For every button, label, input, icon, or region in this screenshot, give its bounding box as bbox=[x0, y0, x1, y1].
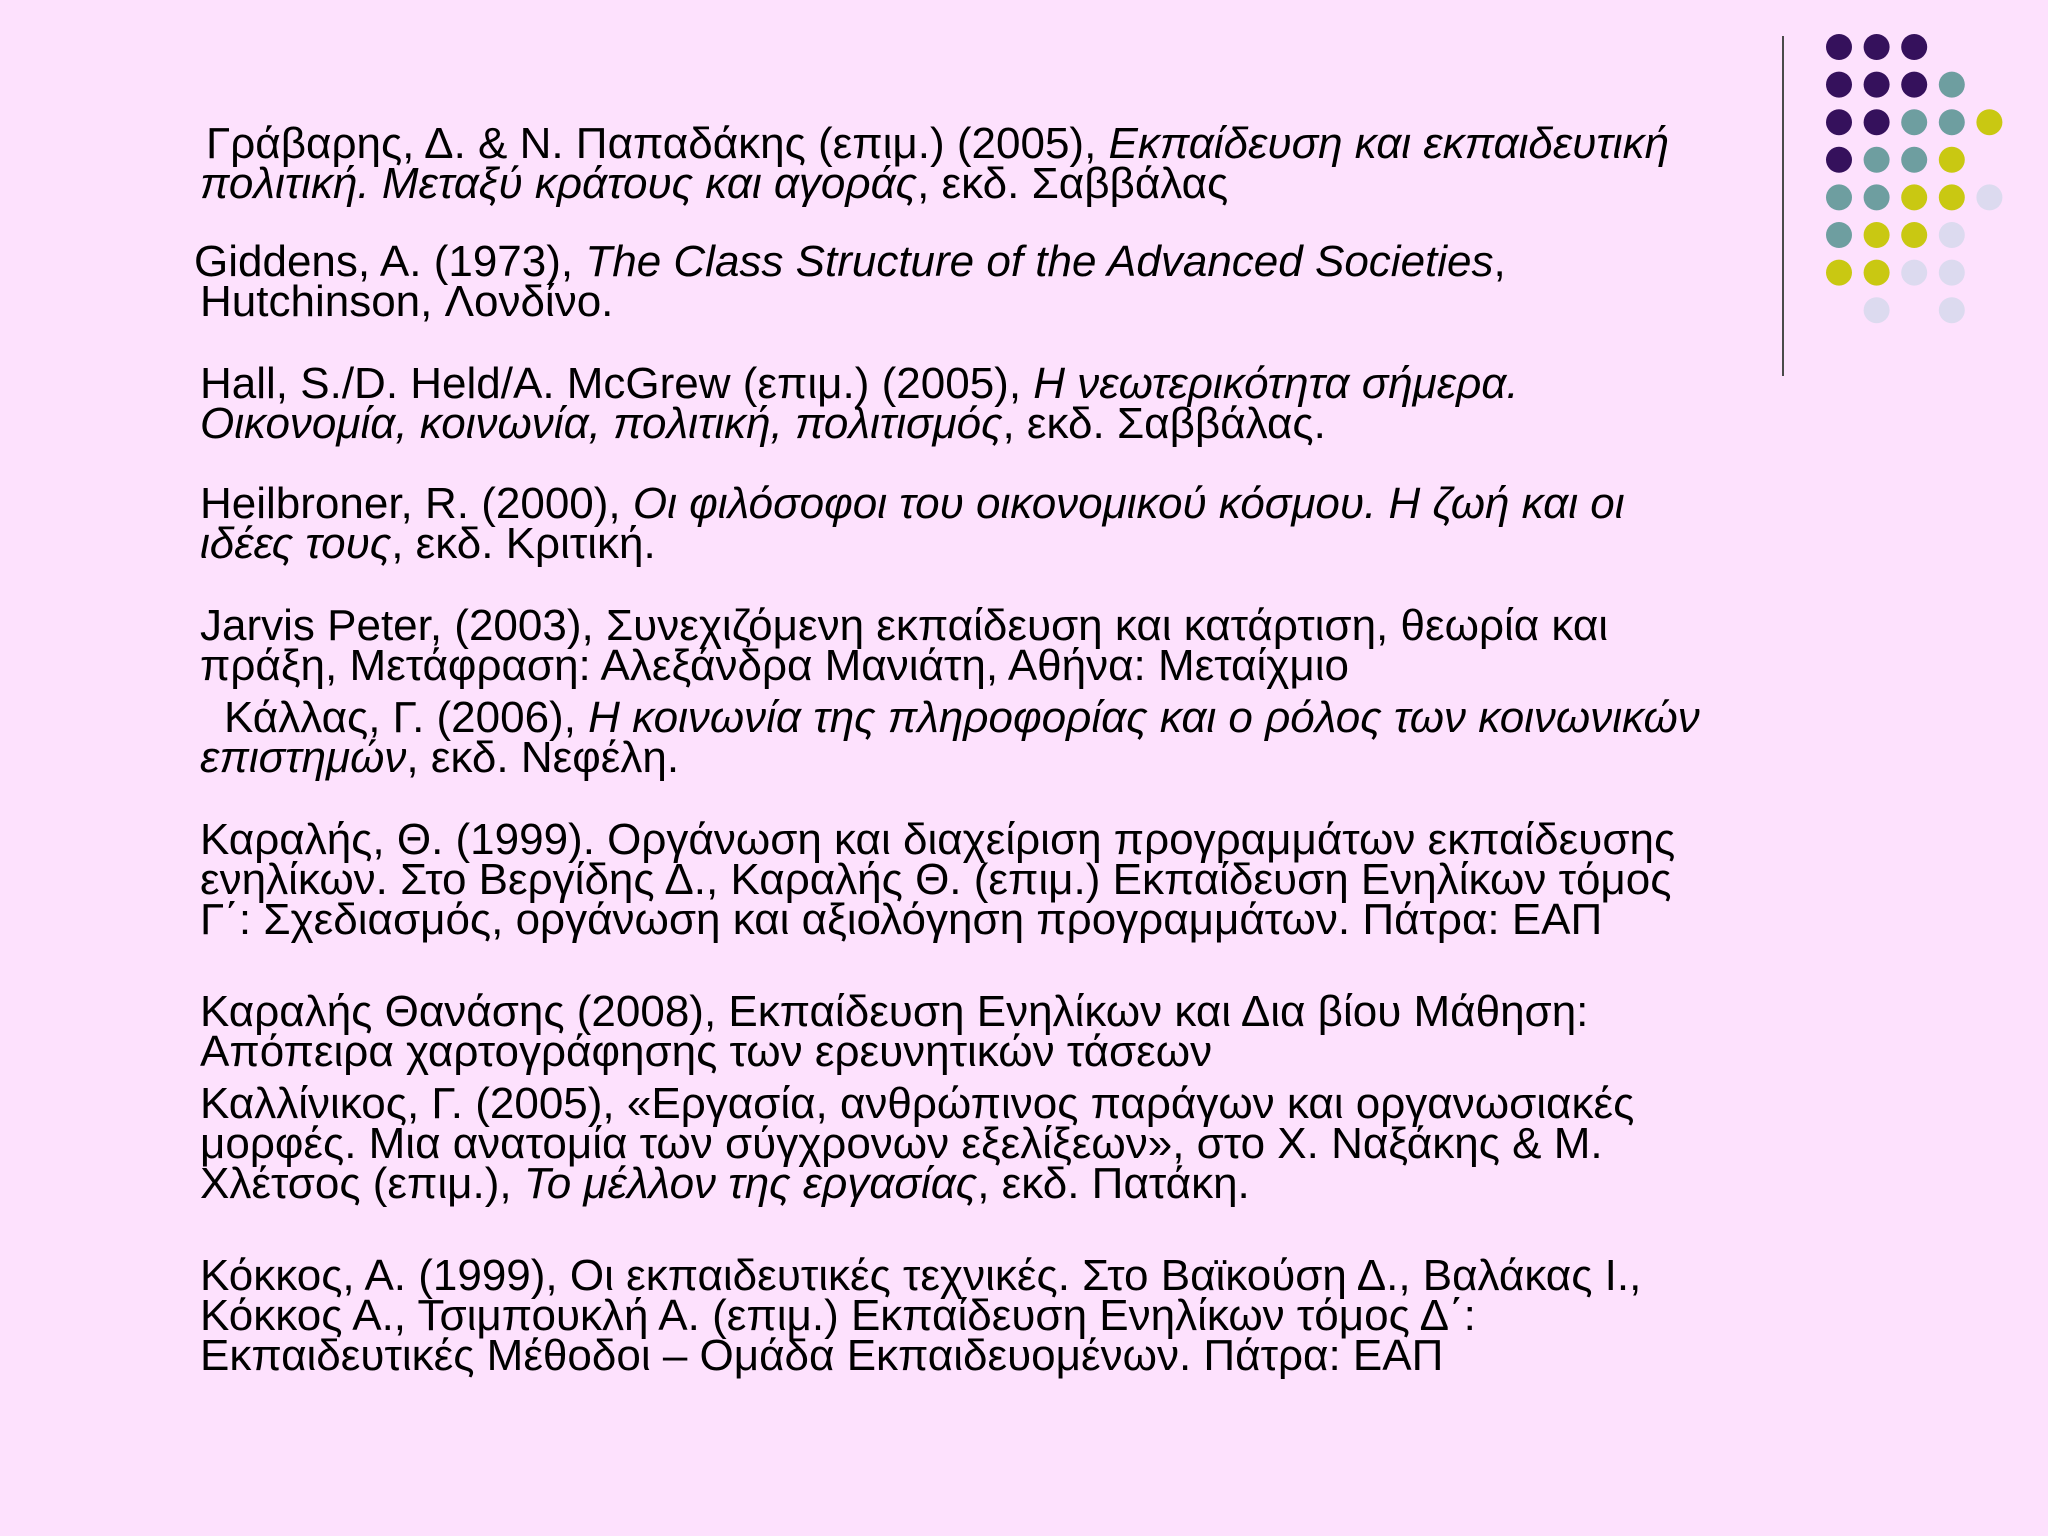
reference-kallinikos: Καλλίνικος, Γ. (2005), «Εργασία, ανθρώπινος παράγων και οργανωσιακές μορφές. Μια ανατομία των σύγχρονων εξελίξεων», στο Χ. Ναξάκης & Μ. Χλέτσος (επιμ.), Το μέλλον της εργασίας, εκδ. Πατάκη. bbox=[200, 1079, 1635, 1208]
decorative-dot bbox=[1864, 109, 1890, 135]
reference-giddens: Giddens, A. (1973), The Class Structure of the Advanced Societies, Hutchinson, Λονδίνο. bbox=[194, 237, 1506, 326]
reference-kallas: Κάλλας, Γ. (2006), Η κοινωνία της πληροφορίας και ο ρόλος των κοινωνικών επιστημών, εκδ. Νεφέλη. bbox=[200, 693, 1700, 782]
decorative-dot bbox=[1826, 260, 1852, 286]
reference-karalis-2008: Καραλής Θανάσης (2008), Εκπαίδευση Ενηλίκων και Δια βίου Μάθηση: Απόπειρα χαρτογράφησης των ερευνητικών τάσεων bbox=[200, 987, 1589, 1076]
reference-karalis-1999: Καραλής, Θ. (1999). Οργάνωση και διαχείριση προγραμμάτων εκπαίδευσης ενηλίκων. Στο Βεργίδης Δ., Καραλής Θ. (επιμ.) Εκπαίδευση Ενηλίκων τόμος Γ΄: Σχεδιασμός, οργάνωση και αξιολόγηση προγραμμάτων. Πάτρα: ΕΑΠ bbox=[200, 815, 1676, 944]
decorative-dot bbox=[1901, 109, 1927, 135]
reference-heilbroner: Heilbroner, R. (2000), Οι φιλόσοφοι του οικονομικού κόσμου. Η ζωή και οι ιδέες τους, εκδ. Κριτική. bbox=[200, 479, 1625, 568]
decorative-dot bbox=[1976, 109, 2002, 135]
decorative-dot bbox=[1939, 260, 1965, 286]
reference-gravaris: Γράβαρης, Δ. & Ν. Παπαδάκης (επιμ.) (2005), Εκπαίδευση και εκπαιδευτική πολιτική. Μεταξύ κράτους και αγοράς, εκδ. Σαββάλας bbox=[200, 119, 1669, 208]
decorative-dot bbox=[1901, 34, 1927, 60]
decorative-dot bbox=[1864, 222, 1890, 248]
divider-line bbox=[1782, 36, 1784, 376]
decorative-dot bbox=[1939, 109, 1965, 135]
decorative-dot bbox=[1864, 260, 1890, 286]
decorative-dot bbox=[1864, 184, 1890, 210]
decorative-dot bbox=[1901, 260, 1927, 286]
decorative-dot bbox=[1864, 34, 1890, 60]
decorative-dot bbox=[1939, 297, 1965, 323]
decorative-dot bbox=[1939, 222, 1965, 248]
decorative-dot bbox=[1939, 147, 1965, 173]
decorative-dot bbox=[1901, 72, 1927, 98]
decorative-dot bbox=[1826, 147, 1852, 173]
decorative-dot bbox=[1939, 72, 1965, 98]
decorative-dot bbox=[1976, 184, 2002, 210]
reference-jarvis: Jarvis Peter, (2003), Συνεχιζόμενη εκπαίδευση και κατάρτιση, θεωρία και πράξη, Μετάφραση: Αλεξάνδρα Μανιάτη, Αθήνα: Μεταίχμιο bbox=[200, 601, 1609, 690]
decorative-dot bbox=[1826, 72, 1852, 98]
decorative-dot bbox=[1826, 34, 1852, 60]
reference-kokkos: Κόκκος, Α. (1999), Οι εκπαιδευτικές τεχνικές. Στο Βαϊκούση Δ., Βαλάκας Ι., Κόκκος Α., Τσιμπουκλή Α. (επιμ.) Εκπαίδευση Ενηλίκων τόμος Δ΄: Εκπαιδευτικές Μέθοδοι – Ομάδα Εκπαιδευομένων. Πάτρα: ΕΑΠ bbox=[200, 1251, 1642, 1380]
decorative-dot bbox=[1864, 297, 1890, 323]
decorative-dot bbox=[1826, 109, 1852, 135]
decorative-dot bbox=[1901, 222, 1927, 248]
decorative-dot bbox=[1826, 184, 1852, 210]
decorative-dot bbox=[1864, 72, 1890, 98]
decorative-dot bbox=[1901, 147, 1927, 173]
decorative-dot bbox=[1901, 184, 1927, 210]
decorative-dot bbox=[1826, 222, 1852, 248]
decorative-dot bbox=[1939, 184, 1965, 210]
reference-hall: Hall, S./D. Held/A. McGrew (επιμ.) (2005), Η νεωτερικότητα σήμερα. Οικονομία, κοινωνία, πολιτική, πολιτισμός, εκδ. Σαββάλας. bbox=[200, 359, 1519, 448]
decorative-dot bbox=[1864, 147, 1890, 173]
